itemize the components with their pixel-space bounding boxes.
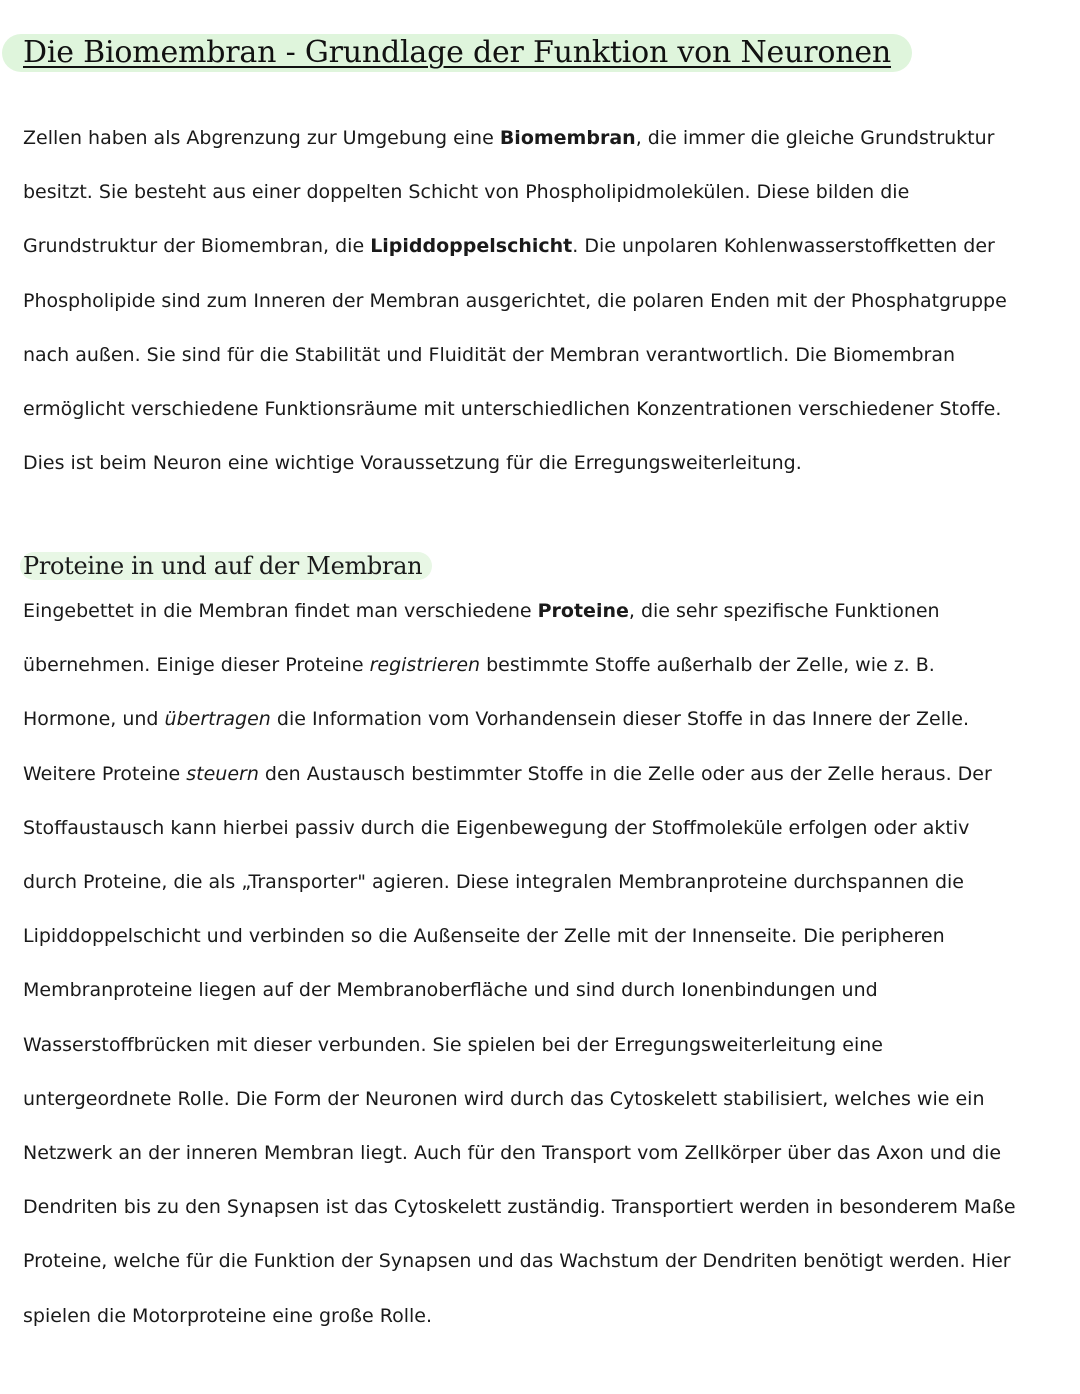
term-uebertragen: übertragen xyxy=(164,708,271,731)
term-registrieren: registrieren xyxy=(369,654,481,677)
text-line: Stoffaustausch kann hierbei passiv durch die Eigenbewegung der Stoffmoleküle erfolgen oder aktiv xyxy=(23,816,970,839)
term-proteine: Proteine xyxy=(537,600,629,622)
text-line: Dendriten bis zu den Synapsen ist das Cytoskelett zuständig. Transportiert werden in besonderem Maße xyxy=(23,1196,1016,1219)
section-heading: Proteine in und auf der Membran xyxy=(23,552,423,580)
paragraph-biomembran xyxy=(23,111,1053,490)
term-steuern: steuern xyxy=(186,762,259,785)
text-line: ermöglicht verschiedene Funktionsräume mit unterschiedlichen Konzentrationen verschiedener Stoffe. xyxy=(23,398,1002,421)
text-line: nach außen. Sie sind für die Stabilität und Fluidität der Membran verantwortlich. Die Biomembran xyxy=(23,343,956,366)
term-lipiddoppelschicht: Lipiddoppelschicht xyxy=(370,235,573,258)
text-line: Phospholipide sind zum Inneren der Membran ausgerichtet, die polaren Enden mit der Phosphatgruppe xyxy=(23,289,1007,312)
term-biomembran: Biomembran xyxy=(499,127,636,149)
text-line: Eingebettet in die Membran findet man verschiedene Proteine, die sehr spezifische Funktionen xyxy=(23,600,940,622)
text-line: Hormone, und übertragen die Information vom Vorhandensein dieser Stoffe in das Innere der Zelle. xyxy=(23,708,970,731)
text-line: spielen die Motorproteine eine große Rolle. xyxy=(23,1304,432,1327)
text-line: Netzwerk an der inneren Membran liegt. Auch für den Transport vom Zellkörper über das Axon und die xyxy=(23,1142,1002,1165)
text-line: besitzt. Sie besteht aus einer doppelten Schicht von Phospholipidmolekülen. Diese bilden die xyxy=(23,181,910,204)
text-line: Zellen haben als Abgrenzung zur Umgebung eine Biomembran, die immer die gleiche Grundstruktur xyxy=(23,127,995,149)
text-line: Proteine, welche für die Funktion der Synapsen und das Wachstum der Dendriten benötigt werden. Hier xyxy=(23,1250,1011,1273)
text-line: Wasserstoffbrücken mit dieser verbunden. Sie spielen bei der Erregungsweiterleitung eine xyxy=(23,1033,883,1056)
text-line: durch Proteine, die als „Transporter" agieren. Diese integralen Membranproteine durchspannen die xyxy=(23,871,965,894)
text-line: Membranproteine liegen auf der Membranoberfläche und sind durch Ionenbindungen und xyxy=(23,979,878,1002)
text-line: untergeordnete Rolle. Die Form der Neuronen wird durch das Cytoskelett stabilisiert, welches wie ein xyxy=(23,1087,985,1110)
text-line: Dies ist beim Neuron eine wichtige Voraussetzung für die Erregungsweiterleitung. xyxy=(23,452,802,475)
page-title: Die Biomembran - Grundlage der Funktion von Neuronen xyxy=(23,35,892,70)
text-line: Grundstruktur der Biomembran, die Lipiddoppelschicht. Die unpolaren Kohlenwasserstoffketten der xyxy=(23,235,995,258)
text-line: Weitere Proteine steuern den Austausch bestimmter Stoffe in die Zelle oder aus der Zelle heraus. Der xyxy=(23,762,992,785)
paragraph-proteine xyxy=(23,584,1053,1343)
text-line: Lipiddoppelschicht und verbinden so die Außenseite der Zelle mit der Innenseite. Die peripheren xyxy=(23,925,945,948)
text-line: übernehmen. Einige dieser Proteine registrieren bestimmte Stoffe außerhalb der Zelle, wie z. B. xyxy=(23,654,935,677)
